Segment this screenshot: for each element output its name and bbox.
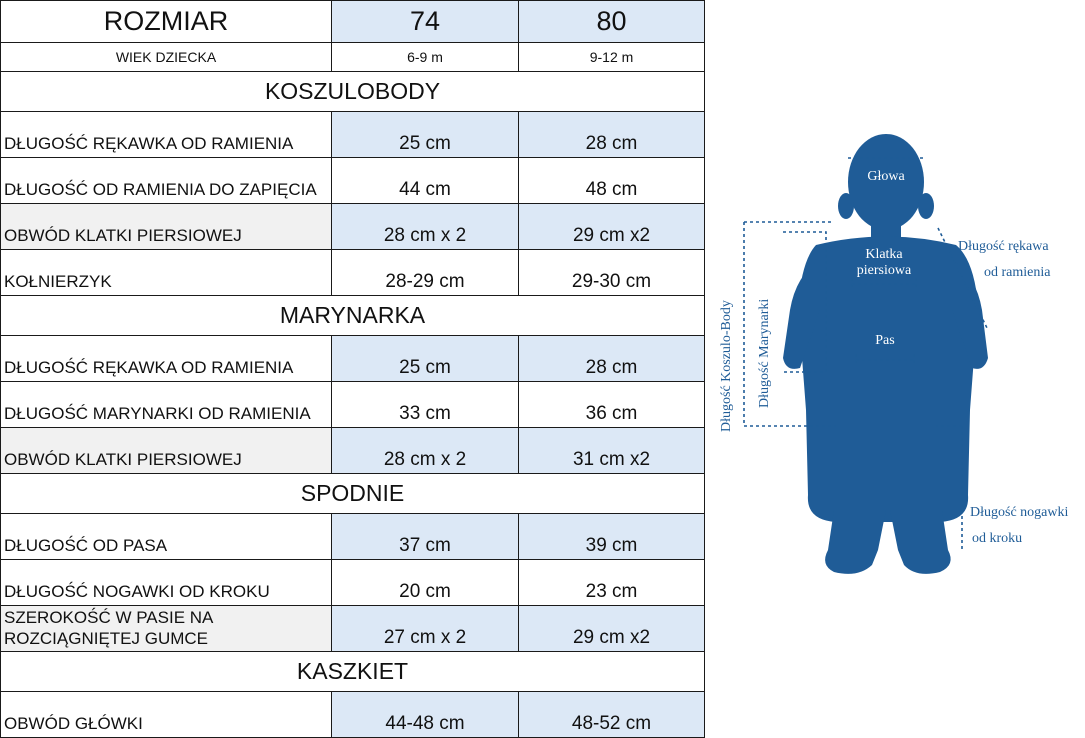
table-row bbox=[1, 606, 705, 652]
section-title-spodnie: SPODNIE bbox=[1, 474, 705, 514]
row-value-80: 39 cm bbox=[519, 514, 705, 560]
row-label-line-1: SZEROKOŚĆ W PASIE NA bbox=[4, 608, 214, 627]
row-value-80: 48-52 cm bbox=[519, 692, 705, 738]
age-value-74: 6-9 m bbox=[332, 43, 519, 72]
age-row bbox=[1, 43, 705, 72]
row-value-74: 37 cm bbox=[332, 514, 519, 560]
size-80-header: 80 bbox=[519, 1, 705, 43]
row-value-74: 25 cm bbox=[332, 112, 519, 158]
row-label-line-2: ROZCIĄGNIĘTEJ GUMCE bbox=[4, 629, 209, 648]
row-label: DŁUGOŚĆ MARYNARKI OD RAMIENIA bbox=[1, 382, 332, 428]
chest-label-line-1: Klatka bbox=[865, 247, 903, 262]
row-label: OBWÓD KLATKI PIERSIOWEJ bbox=[1, 204, 332, 250]
leg-label-line-1: Długość nogawki bbox=[970, 505, 1069, 520]
row-value-74: 28 cm x 2 bbox=[332, 428, 519, 474]
row-value-74: 28 cm x 2 bbox=[332, 204, 519, 250]
measurement-diagram bbox=[708, 110, 1085, 620]
row-value-74: 28-29 cm bbox=[332, 250, 519, 296]
head-label: Głowa bbox=[867, 169, 905, 184]
row-label: OBWÓD KLATKI PIERSIOWEJ bbox=[1, 428, 332, 474]
row-label: DŁUGOŚĆ OD RAMIENIA DO ZAPIĘCIA bbox=[1, 158, 332, 204]
section-title-koszulobody: KOSZULOBODY bbox=[1, 72, 705, 112]
age-label: WIEK DZIECKA bbox=[1, 43, 332, 72]
leg-label-line-2: od kroku bbox=[972, 531, 1023, 546]
size-74-header: 74 bbox=[332, 1, 519, 43]
table-row bbox=[1, 204, 705, 250]
row-value-80: 48 cm bbox=[519, 158, 705, 204]
table-row bbox=[1, 514, 705, 560]
section-header-row bbox=[1, 474, 705, 514]
table-row bbox=[1, 336, 705, 382]
row-value-80: 36 cm bbox=[519, 382, 705, 428]
section-header-row bbox=[1, 72, 705, 112]
row-value-80: 31 cm x2 bbox=[519, 428, 705, 474]
section-header-row bbox=[1, 652, 705, 692]
row-value-74: 44-48 cm bbox=[332, 692, 519, 738]
row-value-80: 29 cm x2 bbox=[519, 204, 705, 250]
body-length-label: Długość Koszulo-Body bbox=[719, 300, 734, 432]
age-value-80: 9-12 m bbox=[519, 43, 705, 72]
table-row bbox=[1, 250, 705, 296]
child-silhouette-icon bbox=[783, 134, 988, 574]
sleeve-label-line-2: od ramienia bbox=[984, 265, 1051, 280]
table-row bbox=[1, 112, 705, 158]
chest-label-line-2: piersiowa bbox=[856, 263, 912, 278]
size-header-label: ROZMIAR bbox=[1, 1, 332, 43]
row-label: DŁUGOŚĆ OD PASA bbox=[1, 514, 332, 560]
row-value-74: 25 cm bbox=[332, 336, 519, 382]
row-label: DŁUGOŚĆ NOGAWKI OD KROKU bbox=[1, 560, 332, 606]
row-value-80: 23 cm bbox=[519, 560, 705, 606]
row-value-80: 29-30 cm bbox=[519, 250, 705, 296]
sleeve-label-line-1: Długość rękawa bbox=[958, 239, 1049, 254]
section-header-row bbox=[1, 296, 705, 336]
row-value-74: 44 cm bbox=[332, 158, 519, 204]
row-label-two-lines bbox=[1, 606, 332, 652]
table-row bbox=[1, 382, 705, 428]
row-label: KOŁNIERZYK bbox=[1, 250, 332, 296]
row-value-74: 20 cm bbox=[332, 560, 519, 606]
section-title-marynarka: MARYNARKA bbox=[1, 296, 705, 336]
table-row bbox=[1, 158, 705, 204]
row-value-74: 33 cm bbox=[332, 382, 519, 428]
table-row bbox=[1, 692, 705, 738]
row-value-80: 29 cm x2 bbox=[519, 606, 705, 652]
row-label: DŁUGOŚĆ RĘKAWKA OD RAMIENIA bbox=[1, 112, 332, 158]
jacket-length-label: Długość Marynarki bbox=[757, 298, 772, 408]
table-row bbox=[1, 560, 705, 606]
row-value-80: 28 cm bbox=[519, 336, 705, 382]
row-value-74: 27 cm x 2 bbox=[332, 606, 519, 652]
table-row bbox=[1, 428, 705, 474]
row-label: OBWÓD GŁÓWKI bbox=[1, 692, 332, 738]
row-value-80: 28 cm bbox=[519, 112, 705, 158]
waist-label: Pas bbox=[875, 333, 895, 348]
row-label: DŁUGOŚĆ RĘKAWKA OD RAMIENIA bbox=[1, 336, 332, 382]
size-header-row bbox=[1, 1, 705, 43]
section-title-kaszkiet: KASZKIET bbox=[1, 652, 705, 692]
